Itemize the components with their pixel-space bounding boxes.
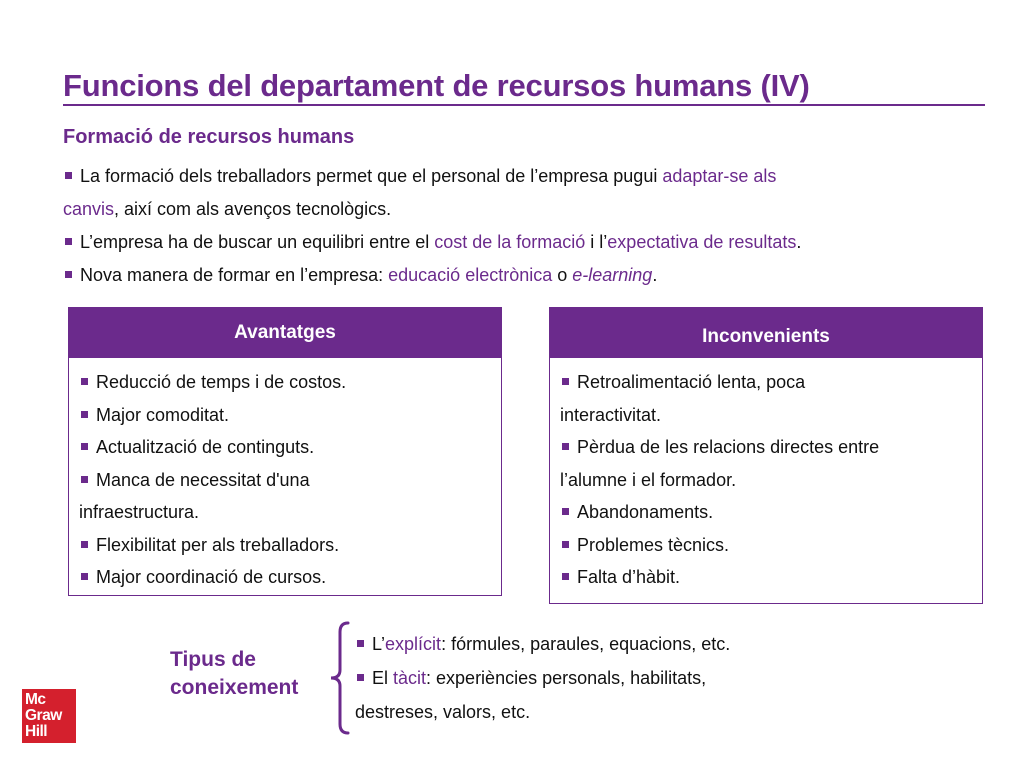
title-underline xyxy=(63,104,985,106)
knowledge-highlight: tàcit xyxy=(393,668,427,688)
intro-highlight: cost de la formació xyxy=(434,232,586,252)
mcgraw-hill-logo xyxy=(22,689,76,743)
bullet-square-icon xyxy=(81,411,88,418)
list-item xyxy=(560,366,972,399)
knowledge-text: : experiències personals, habilitats, xyxy=(426,668,707,688)
list-item-text: Pèrdua de les relacions directes entre xyxy=(577,437,880,457)
bullet-square-icon xyxy=(81,378,88,385)
intro-highlight: e-learning xyxy=(572,265,653,285)
bullet-square-icon xyxy=(65,271,72,278)
knowledge-types-label xyxy=(170,646,298,702)
bullet-square-icon xyxy=(562,443,569,450)
knowledge-types-list xyxy=(355,627,875,729)
intro-highlight: educació electrònica xyxy=(388,265,553,285)
bullet-square-icon xyxy=(81,573,88,580)
list-item-text: Major coordinació de cursos. xyxy=(96,567,327,587)
bullet-square-icon xyxy=(65,172,72,179)
intro-highlight: expectativa de resultats xyxy=(607,232,797,252)
disadvantages-list xyxy=(550,358,982,594)
curly-brace-icon xyxy=(326,620,352,736)
knowledge-label-line: Tipus de xyxy=(170,648,256,671)
intro-bullet-3 xyxy=(63,259,983,292)
list-item-cont xyxy=(355,695,875,729)
list-item xyxy=(79,431,491,464)
bullet-square-icon xyxy=(357,640,364,647)
section-subtitle: Formació de recursos humans xyxy=(63,126,355,148)
bullet-square-icon xyxy=(562,573,569,580)
logo-text: Hill xyxy=(25,723,48,740)
bullet-square-icon xyxy=(81,443,88,450)
list-item xyxy=(355,661,875,695)
list-item xyxy=(355,627,875,661)
intro-text: L’empresa ha de buscar un equilibri entre el xyxy=(80,232,435,252)
bullet-square-icon xyxy=(562,541,569,548)
intro-text: , així com als avenços tecnològics. xyxy=(114,199,392,219)
list-item-text: Abandonaments. xyxy=(577,502,714,522)
list-item-text: Falta d’hàbit. xyxy=(577,567,681,587)
list-item-text: Retroalimentació lenta, poca xyxy=(577,372,806,392)
list-item-cont xyxy=(79,496,491,529)
bullet-square-icon xyxy=(562,378,569,385)
knowledge-highlight: explícit xyxy=(385,634,442,654)
list-item xyxy=(560,529,972,562)
list-item-text: infraestructura. xyxy=(79,502,200,522)
advantages-table xyxy=(68,307,502,596)
advantages-list xyxy=(69,358,501,594)
intro-bullet-2 xyxy=(63,226,983,259)
list-item xyxy=(560,496,972,529)
list-item-cont xyxy=(560,399,972,432)
intro-bullet-1-cont xyxy=(63,193,983,226)
intro-text: o xyxy=(552,265,573,285)
bullet-square-icon xyxy=(357,674,364,681)
bullet-square-icon xyxy=(65,238,72,245)
knowledge-text: El xyxy=(372,668,394,688)
list-item-text: Problemes tècnics. xyxy=(577,534,730,555)
intro-highlight: canvis xyxy=(63,199,115,219)
list-item-cont xyxy=(560,464,972,497)
list-item xyxy=(79,561,491,594)
knowledge-text: : fórmules, paraules, equacions, etc. xyxy=(441,634,731,654)
list-item-text: Reducció de temps i de costos. xyxy=(96,372,347,392)
list-item-text: Actualització de continguts. xyxy=(96,437,315,457)
list-item xyxy=(79,529,491,562)
list-item-text: Manca de necessitat d'una xyxy=(96,469,310,490)
intro-text: Nova manera de formar en l’empresa: xyxy=(80,265,389,285)
intro-highlight: adaptar-se als xyxy=(662,166,777,186)
list-item-text: l’alumne i el formador. xyxy=(560,469,737,490)
intro-text: . xyxy=(796,232,802,252)
list-item xyxy=(79,366,491,399)
knowledge-text: destreses, valors, etc. xyxy=(355,702,531,722)
intro-bullets xyxy=(63,160,983,292)
intro-bullet-1 xyxy=(63,160,983,193)
list-item-text: interactivitat. xyxy=(560,404,662,425)
intro-text: La formació dels treballadors permet que el personal de l’empresa pugui xyxy=(80,166,663,186)
list-item xyxy=(79,399,491,432)
bullet-square-icon xyxy=(81,541,88,548)
bullet-square-icon xyxy=(562,508,569,515)
list-item xyxy=(560,561,972,594)
knowledge-text: L’ xyxy=(372,634,386,654)
intro-text: . xyxy=(652,265,658,285)
bullet-square-icon xyxy=(81,476,88,483)
disadvantages-header: Inconvenients xyxy=(550,308,982,358)
logo-text: Graw xyxy=(25,707,62,724)
list-item-text: Major comoditat. xyxy=(96,404,230,425)
list-item xyxy=(79,464,491,497)
slide-title: Funcions del departament de recursos humans (IV) xyxy=(63,68,810,103)
knowledge-label-line: coneixement xyxy=(170,676,299,699)
list-item-text: Flexibilitat per als treballadors. xyxy=(96,534,340,555)
list-item xyxy=(560,431,972,464)
advantages-header: Avantatges xyxy=(69,308,501,358)
logo-text: Mc xyxy=(25,691,46,708)
intro-text: i l’ xyxy=(585,232,608,252)
disadvantages-table xyxy=(549,307,983,604)
